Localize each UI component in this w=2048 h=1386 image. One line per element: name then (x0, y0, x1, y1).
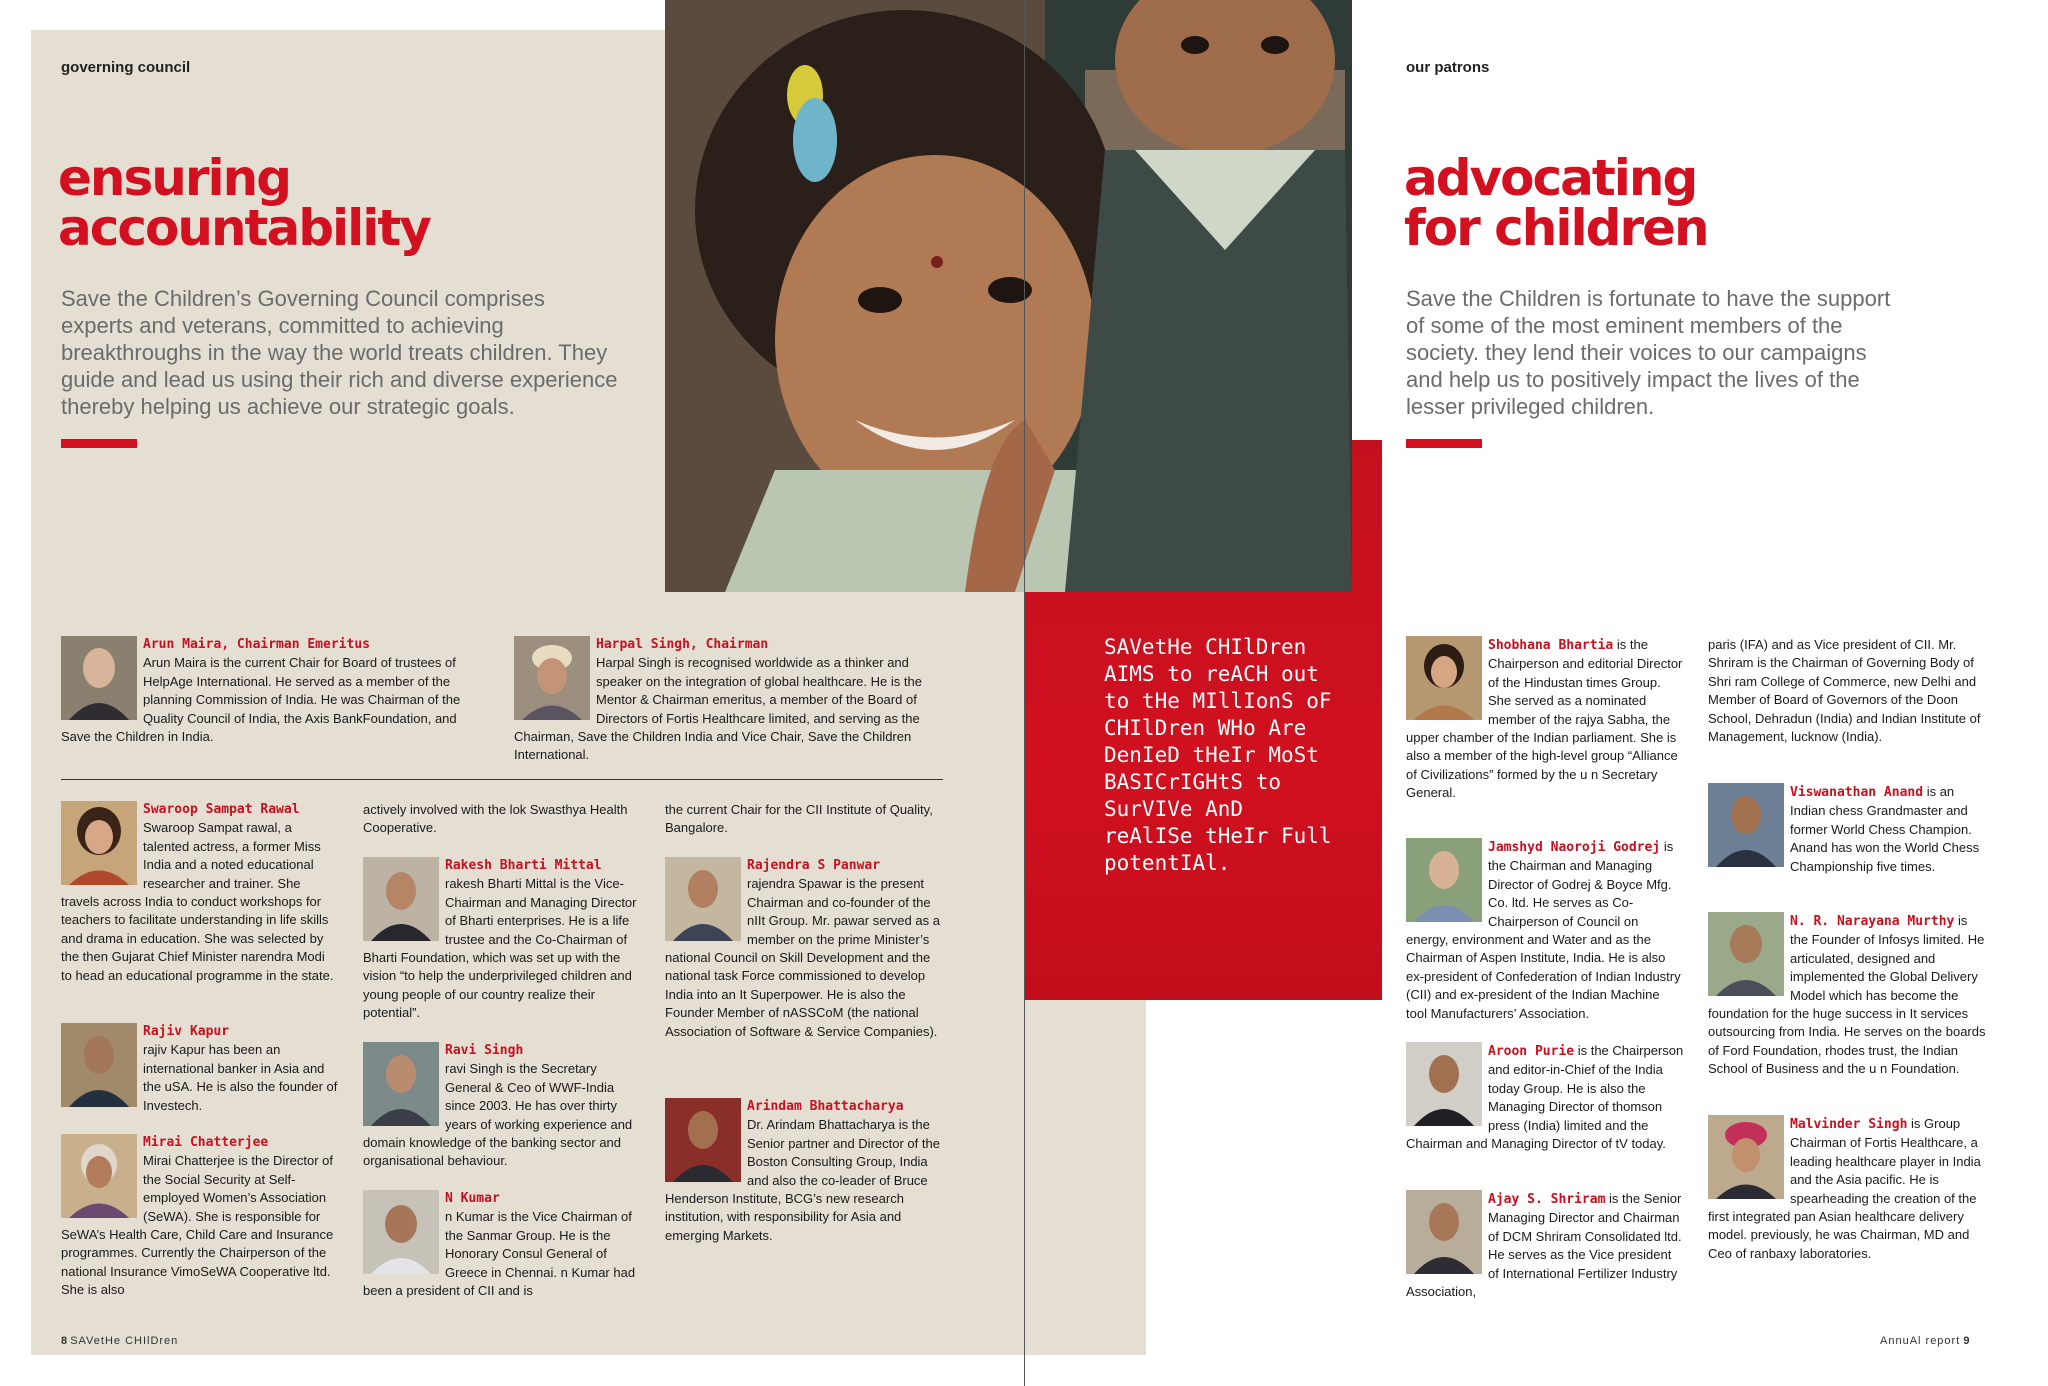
right-headline-line-1: advocating (1404, 149, 1697, 207)
member-ravi-singh: Ravi Singh ravi Singh is the Secretary General & Ceo of WWF-India since 2003. He has over thirty years of working experience and domain knowledge of the banking sector and organisational behaviour. (363, 1043, 633, 1169)
patron-continued-shriram: paris (IFA) and as Vice president of CII. Mr. Shriram is the Chairman of Governing Body of Shri ram College of Commerce, new Delhi and Member of Board of Governors of the Doon School, Dehradun (India) and Indian Institute of Management, lucknow (India). (1708, 637, 1981, 745)
portrait-viswanathan-anand (1708, 783, 1784, 867)
right-headline (1404, 149, 1708, 257)
portrait-harpal-singh (514, 636, 590, 720)
page-divider (1024, 0, 1025, 1386)
patron-malvinder-singh: Malvinder Singh is Group Chairman of Fortis Healthcare, a leading healthcare player in India and the Asia pacific. He is spearheading the creation of the first integrated pan Asian healthcare delivery model. previously, he was Chairman, MD and Ceo of ranbaxy laboratories. (1708, 1116, 1981, 1261)
children-photo (665, 0, 1352, 592)
left-footer (61, 1335, 178, 1347)
section-label-our-patrons: our patrons (1406, 59, 1490, 76)
section-label-governing-council: governing council (61, 59, 191, 76)
patron-ajay-shriram: Ajay S. Shriram is the Senior Managing Director and Chairman of DCM Shriram Consolidated ltd. He serves as the Vice president of International Fertilizer Industry Association, (1406, 1191, 1682, 1300)
member-arun-maira: Arun Maira, Chairman Emeritus Arun Maira is the current Chair for Board of trustees of HelpAge International. He served as a member of the planning Commission of India. He was Chairman of the Quality Council of India, the Axis BankFoundation, and Save the Children in India. (61, 637, 461, 745)
member-continued-n-kumar: the current Chair for the CII Institute of Quality, Bangalore. (665, 802, 933, 836)
patron-shobhana-bhartia: Shobhana Bhartia is the Chairperson and editorial Director of the Hindustan times Group. She served as a nominated member of the rajya Sabha, the upper chamber of the Indian parliament. She is also a member of the high-level group “Alliance of Civilizations” formed by the u n Secretary General. (1406, 637, 1683, 801)
portrait-arindam-bhattacharya (665, 1098, 741, 1182)
mission-quote: SAVetHe CHIlDren AIMS to reACH out to tHe MIllIonS oF CHIlDren WHo Are DenIeD tHeIr MoSt BASICrIGHtS to SurVIVe AnD reAlISe tHeIr Full potentIAl. (1104, 635, 1332, 875)
portrait-narayana-murthy (1708, 912, 1784, 996)
portrait-ravi-singh (363, 1042, 439, 1126)
portrait-rajiv-kapur (61, 1023, 137, 1107)
left-headline (58, 149, 430, 257)
portrait-arun-maira (61, 636, 137, 720)
left-headline-line-2: accountability (58, 199, 430, 257)
member-swaroop-sampat-rawal: Swaroop Sampat Rawal Swaroop Sampat rawal, a talented actress, a former Miss India and a noted educational researcher and trainer. She travels across India to conduct workshops for teachers to facilitate understanding in life skills and drama in education. She was selected by the then Gujarat Chief Minister narendra Modi to head an educational programme in the state. (61, 802, 334, 983)
right-page-number: 9 (1963, 1335, 1970, 1347)
members-rule (61, 779, 943, 780)
left-intro: Save the Children’s Governing Council comprises experts and veterans, committed to achieving breakthroughs in the way the world treats children. They guide and lead us using their rich and diverse experience thereby helping us achieve our strategic goals. (61, 286, 618, 419)
patron-viswanathan-anand: Viswanathan Anand is an Indian chess Grandmaster and former World Chess Champion. Anand has won the World Chess Championship five times. (1708, 783, 1988, 876)
right-footer-brand: AnnuAl report (1880, 1335, 1961, 1347)
patron-narayana-murthy: N. R. Narayana Murthy is the Founder of Infosys limited. He articulated, designed and implemented the Global Delivery Model which has become the foundation for the huge success in It services outsourcing from India. He serves on the boards of Ford Foundation, rhodes trust, the Indian School of Business and the u n Foundation. (1708, 913, 1986, 1077)
patron-aroon-purie: Aroon Purie is the Chairperson and editor-in-Chief of the India today Group. He is also the Managing Director of thomson press (India) limited and the Chairman and Managing Director of tV today. (1406, 1043, 1684, 1152)
portrait-rajendra-s-panwar (665, 857, 741, 941)
portrait-swaroop-sampat-rawal (61, 801, 137, 885)
right-headline-line-2: for children (1404, 199, 1708, 257)
portrait-n-kumar (363, 1190, 439, 1274)
portrait-malvinder-singh (1708, 1115, 1784, 1199)
portrait-shobhana-bhartia (1406, 636, 1482, 720)
children-illustration (665, 0, 1352, 592)
member-rajiv-kapur: Rajiv Kapur rajiv Kapur has been an international banker in Asia and the uSA. He is also the founder of Investech. (61, 1023, 339, 1115)
member-arindam-bhattacharya: Arindam Bhattacharya Dr. Arindam Bhattacharya is the Senior partner and Director of the Boston Consulting Group, India and also the co-leader of Bruce Henderson Institute, BCG’s new research institution, with responsibility for Asia and emerging Markets. (665, 1099, 940, 1243)
member-continued-mirai: actively involved with the lok Swasthya Health Cooperative. (363, 802, 628, 836)
portrait-rakesh-bharti-mittal (363, 857, 439, 941)
member-n-kumar: N Kumar n Kumar is the Vice Chairman of the Sanmar Group. He is the Honorary Consul General of Greece in Chennai. n Kumar had been a president of CII and is (363, 1191, 636, 1299)
portrait-jamshyd-godrej (1406, 838, 1482, 922)
right-intro: Save the Children is fortunate to have the support of some of the most eminent members of the society. they lend their voices to our campaigns and help us to positively impact the lives of the lesser privileged children. (1406, 286, 1891, 419)
portrait-ajay-shriram (1406, 1190, 1482, 1274)
left-footer-brand: SAVetHe CHIlDren (70, 1335, 179, 1347)
patron-jamshyd-godrej: Jamshyd Naoroji Godrej is the Chairman and Managing Director of Godrej & Boyce Mfg. Co. ltd. He serves as Co-Chairperson of Council on energy, environment and Water and as the Chairman of Aspen Institute, India. He is also ex-president of Confederation of Indian Industry (CII) and ex-president of the Indian Machine tool Manufacturers’ Association. (1406, 839, 1681, 1021)
left-headline-line-1: ensuring (58, 149, 291, 207)
portrait-mirai-chatterjee (61, 1134, 137, 1218)
left-accent-bar (61, 439, 137, 448)
right-footer (1880, 1335, 1969, 1347)
member-rajendra-s-panwar: Rajendra S Panwar rajendra Spawar is the present Chairman and co-founder of the nIIt Group. Mr. pawar served as a member on the prime Minister’s national Council on Skill Development and the national task Force commissioned to develop India into an It Superpower. He is also the Founder Member of nASSCoM (the national Association of Software & Service Companies). (665, 858, 940, 1039)
portrait-aroon-purie (1406, 1042, 1482, 1126)
member-harpal-singh: Harpal Singh, Chairman Harpal Singh is recognised worldwide as a thinker and speaker on the integration of global healthcare. He is the Mentor & Chairman emeritus, a member of the Board of Directors of Fortis Healthcare limited, and serving as the Chairman, Save the Children India and Vice Chair, Save the Children International. (514, 637, 922, 763)
right-accent-bar (1406, 439, 1482, 448)
member-mirai-chatterjee: Mirai Chatterjee Mirai Chatterjee is the Director of the Social Security at Self-employed Women’s Association (SeWA). She is responsible for SeWA’s Health Care, Child Care and Insurance programmes. Currently the Chairperson of the national Insurance VimoSeWA Cooperative ltd. She is also (61, 1135, 334, 1298)
left-page-number: 8 (61, 1335, 68, 1347)
member-rakesh-bharti-mittal: Rakesh Bharti Mittal rakesh Bharti Mittal is the Vice-Chairman and Managing Director of Bharti enterprises. He is a life trustee and the Co-Chairman of Bharti Foundation, which was set up with the vision “to help the underprivileged children and young people of our country realize their potential”. (363, 858, 637, 1021)
